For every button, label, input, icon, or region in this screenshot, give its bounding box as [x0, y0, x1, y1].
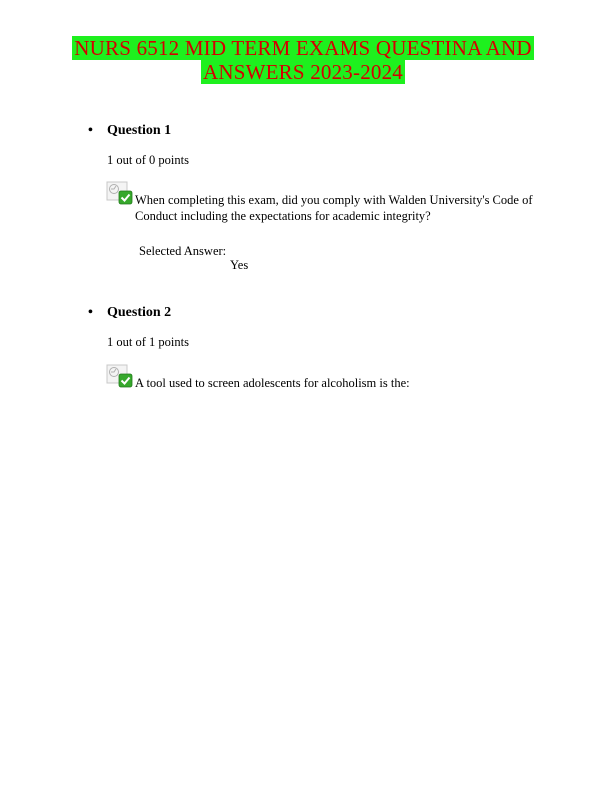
- document-title-line-2: ANSWERS 2023-2024: [203, 60, 403, 84]
- document-title: [0, 36, 606, 84]
- correct-answer-icon: [106, 364, 134, 390]
- correct-answer-icon: [106, 181, 134, 207]
- selected-answer-value: Yes: [230, 258, 249, 272]
- question-1-title: Question 1: [107, 123, 172, 138]
- question-2-points: 1 out of 1 points: [107, 335, 189, 349]
- bullet-icon: •: [88, 123, 93, 138]
- question-1-heading: [88, 122, 171, 140]
- question-2-text: A tool used to screen adolescents for alcoholism is the:: [135, 376, 410, 390]
- question-2-title: Question 2: [107, 305, 172, 320]
- document-title-line-1: NURS 6512 MID TERM EXAMS QUESTINA AND: [74, 36, 532, 60]
- question-2-heading: [88, 304, 171, 322]
- question-1-text: When completing this exam, did you comply with Walden University's Code of Conduct including the expectations for academic integrity?: [135, 193, 533, 223]
- selected-answer-label: Selected Answer:: [139, 244, 227, 258]
- bullet-icon: •: [88, 305, 93, 320]
- question-1-points: 1 out of 0 points: [107, 153, 189, 167]
